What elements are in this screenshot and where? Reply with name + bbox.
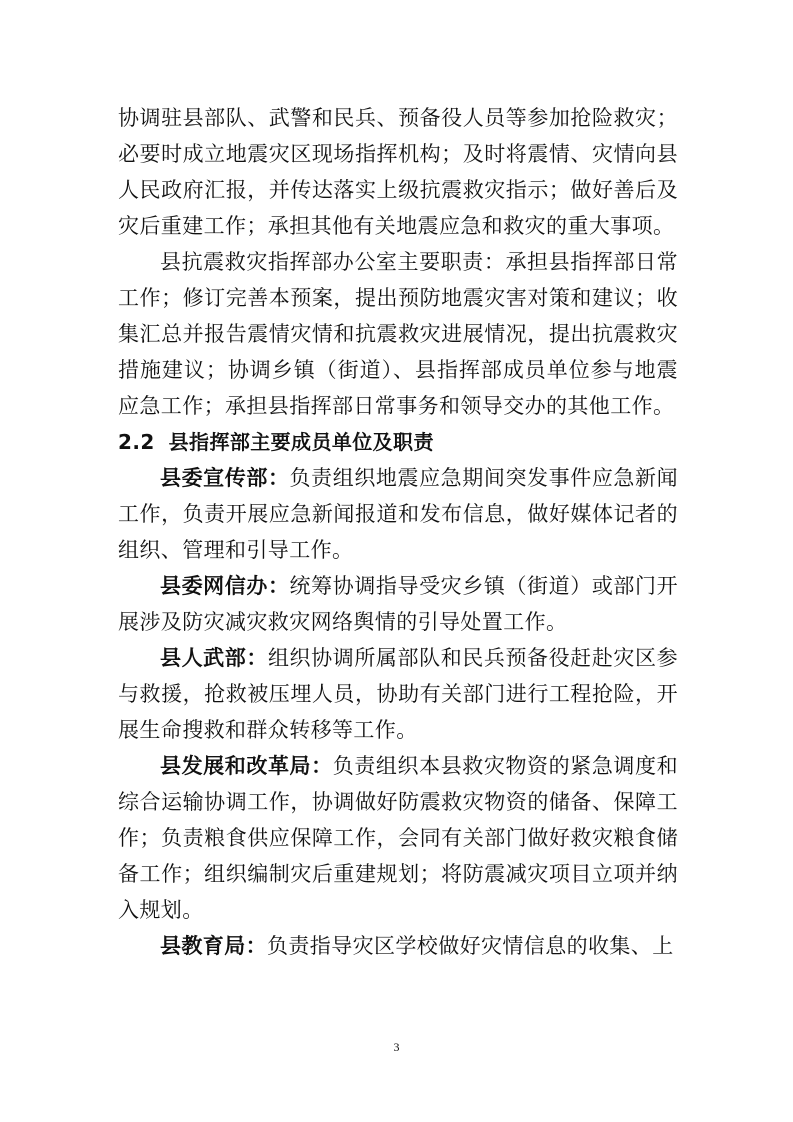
unit-duty: 组织协调所属部队和民兵预备役赶赴灾区参与救援，抢救被压埋人员，协助有关部门进行工程抢险，开展生命搜救和群众转移等工作。 (118, 646, 679, 742)
unit-name: 县委宣传部： (160, 466, 290, 490)
unit-paragraph-propaganda (118, 460, 678, 568)
document-body (118, 100, 678, 964)
unit-paragraph-education (118, 928, 678, 964)
unit-name: 县委网信办： (160, 574, 290, 598)
unit-duty: 统筹协调指导受灾乡镇（街道）或部门开展涉及防灾减灾救灾网络舆情的引导处置工作。 (118, 574, 678, 634)
unit-name: 县人武部： (160, 646, 268, 670)
paragraph-office-duties: 县抗震救灾指挥部办公室主要职责：承担县指挥部日常工作；修订完善本预案，提出预防地震灾害对策和建议；收集汇总并报告震情灾情和抗震救灾进展情况，提出抗震救灾措施建议；协调乡镇（街道）、县指挥部成员单位参与地震应急工作；承担县指挥部日常事务和领导交办的其他工作。 (118, 250, 678, 418)
section-number: 2.2 (118, 430, 155, 454)
unit-paragraph-cyberspace (118, 568, 678, 640)
page-number: 3 (393, 1040, 400, 1054)
unit-name: 县教育局： (160, 934, 267, 958)
paragraph-continuation: 协调驻县部队、武警和民兵、预备役人员等参加抢险救灾；必要时成立地震灾区现场指挥机构；及时将震情、灾情向县人民政府汇报，并传达落实上级抗震救灾指示；做好善后及灾后重建工作；承担其他有关地震应急和救灾的重大事项。 (118, 106, 678, 238)
unit-duty: 负责组织地震应急期间突发事件应急新闻工作，负责开展应急新闻报道和发布信息，做好媒体记者的组织、管理和引导工作。 (118, 466, 678, 562)
unit-name: 县发展和改革局： (160, 754, 333, 778)
unit-paragraph-armed-forces (118, 640, 678, 748)
unit-paragraph-development-reform (118, 748, 678, 928)
section-title: 县指挥部主要成员单位及职责 (168, 430, 434, 454)
section-heading (118, 424, 678, 460)
unit-duty: 负责指导灾区学校做好灾情信息的收集、上 (267, 934, 674, 958)
unit-duty: 负责组织本县救灾物资的紧急调度和综合运输协调工作，协调做好防震救灾物资的储备、保障工作；负责粮食供应保障工作，会同有关部门做好救灾粮食储备工作；组织编制灾后重建规划；将防震减灾项目立项并纳入规划。 (118, 754, 678, 922)
